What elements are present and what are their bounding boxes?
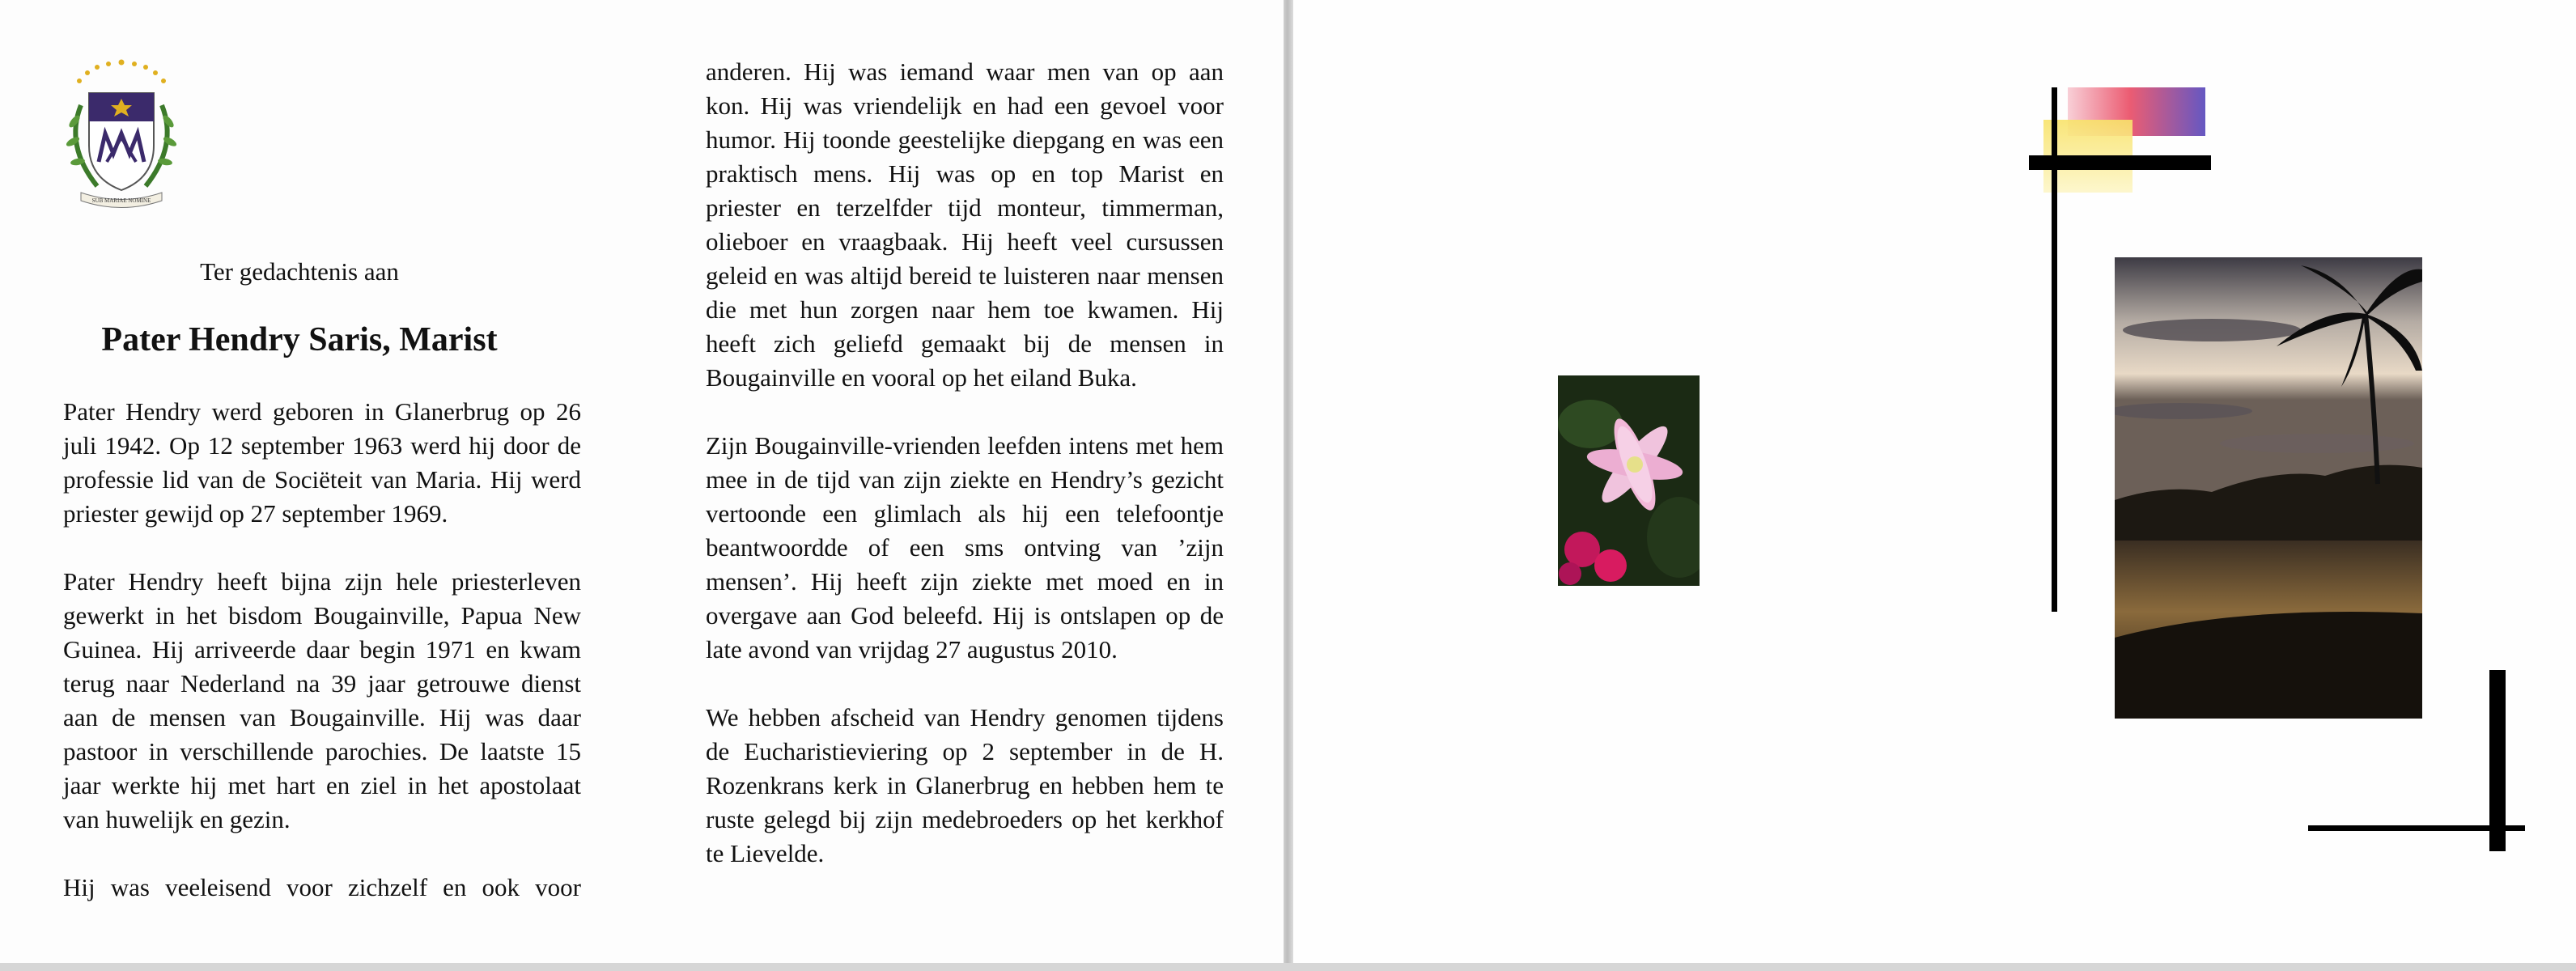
text-column-2 — [706, 55, 1224, 905]
lily-flower-photo — [1558, 375, 1700, 586]
page-bottom-edge — [0, 963, 2576, 971]
crest-motto: SUB MARIAE NOMINE — [91, 197, 151, 204]
paragraph: Zijn Bougainville-vrienden leefden intens met hem mee in de tijd van zijn ziekte en Hendry’s gezicht vertoonde een glimlach als hij een telefoontje beantwoordde of een sms ontving van ’zijn mensen’. Hij heeft zijn ziekte met moed en in overgave aan God beleefd. Hij is ontslapen op de late avond van vrijdag 27 augustus 2010. — [706, 431, 1224, 664]
page-title: Pater Hendry Saris, Marist — [101, 321, 498, 358]
memorial-subtitle: Ter gedachtenis aan — [200, 257, 399, 286]
cross-horizontal-bar — [2029, 155, 2211, 170]
marist-crest-icon — [57, 57, 186, 210]
left-card-page — [0, 0, 1284, 963]
corner-horizontal-bar — [2308, 825, 2525, 831]
color-square-decoration — [2035, 87, 2205, 193]
corner-vertical-bar — [2489, 670, 2506, 851]
paragraph: anderen. Hij was iemand waar men van op aan kon. Hij was vriendelijk en had een gevoel voor humor. Hij toonde geestelijke diepgang en was een praktisch mens. Hij was op en top Marist en priester en terzelfder tijd monteur, timmerman, olieboer en vraagbaak. Hij heeft veel cursussen geleid en was altijd bereid te luisteren naar mensen die met hun zorgen naar hem toe kwamen. Hij heeft zich geliefd gemaakt bij de mensen in Bougainville en vooral op het eiland Buka. — [706, 57, 1224, 392]
paragraph: Pater Hendry heeft bijna zijn hele priesterleven gewerkt in het bisdom Bougainville, Papua New Guinea. Hij arriveerde daar begin 1971 en kwam terug naar Nederland na 39 jaar getrouwe dienst aan de mensen van Bougainville. Hij was daar pastoor in verschillende parochies. De laatste 15 jaar werkte hij met hart en ziel in het apostolaat van huwelijk en gezin. — [63, 567, 581, 833]
paragraph: We hebben afscheid van Hendry genomen tijdens de Eucharistieviering op 2 september in de H. Rozenkrans kerk in Glanerbrug en hebben hem te ruste gelegd bij zijn medebroeders op het kerkhof te Lievelde. — [706, 703, 1224, 867]
text-column-1 — [63, 395, 581, 939]
tropical-sunset-photo — [2115, 257, 2422, 719]
paragraph: Pater Hendry werd geboren in Glanerbrug op 26 juli 1942. Op 12 september 1963 werd hij door de professie lid van de Sociëteit van Maria. Hij werd priester gewijd op 27 september 1969. — [63, 397, 581, 528]
paragraph: Hij was veeleisend voor zichzelf en ook voor — [63, 873, 581, 901]
star-icons — [77, 60, 166, 84]
card-fold — [1284, 0, 1293, 971]
